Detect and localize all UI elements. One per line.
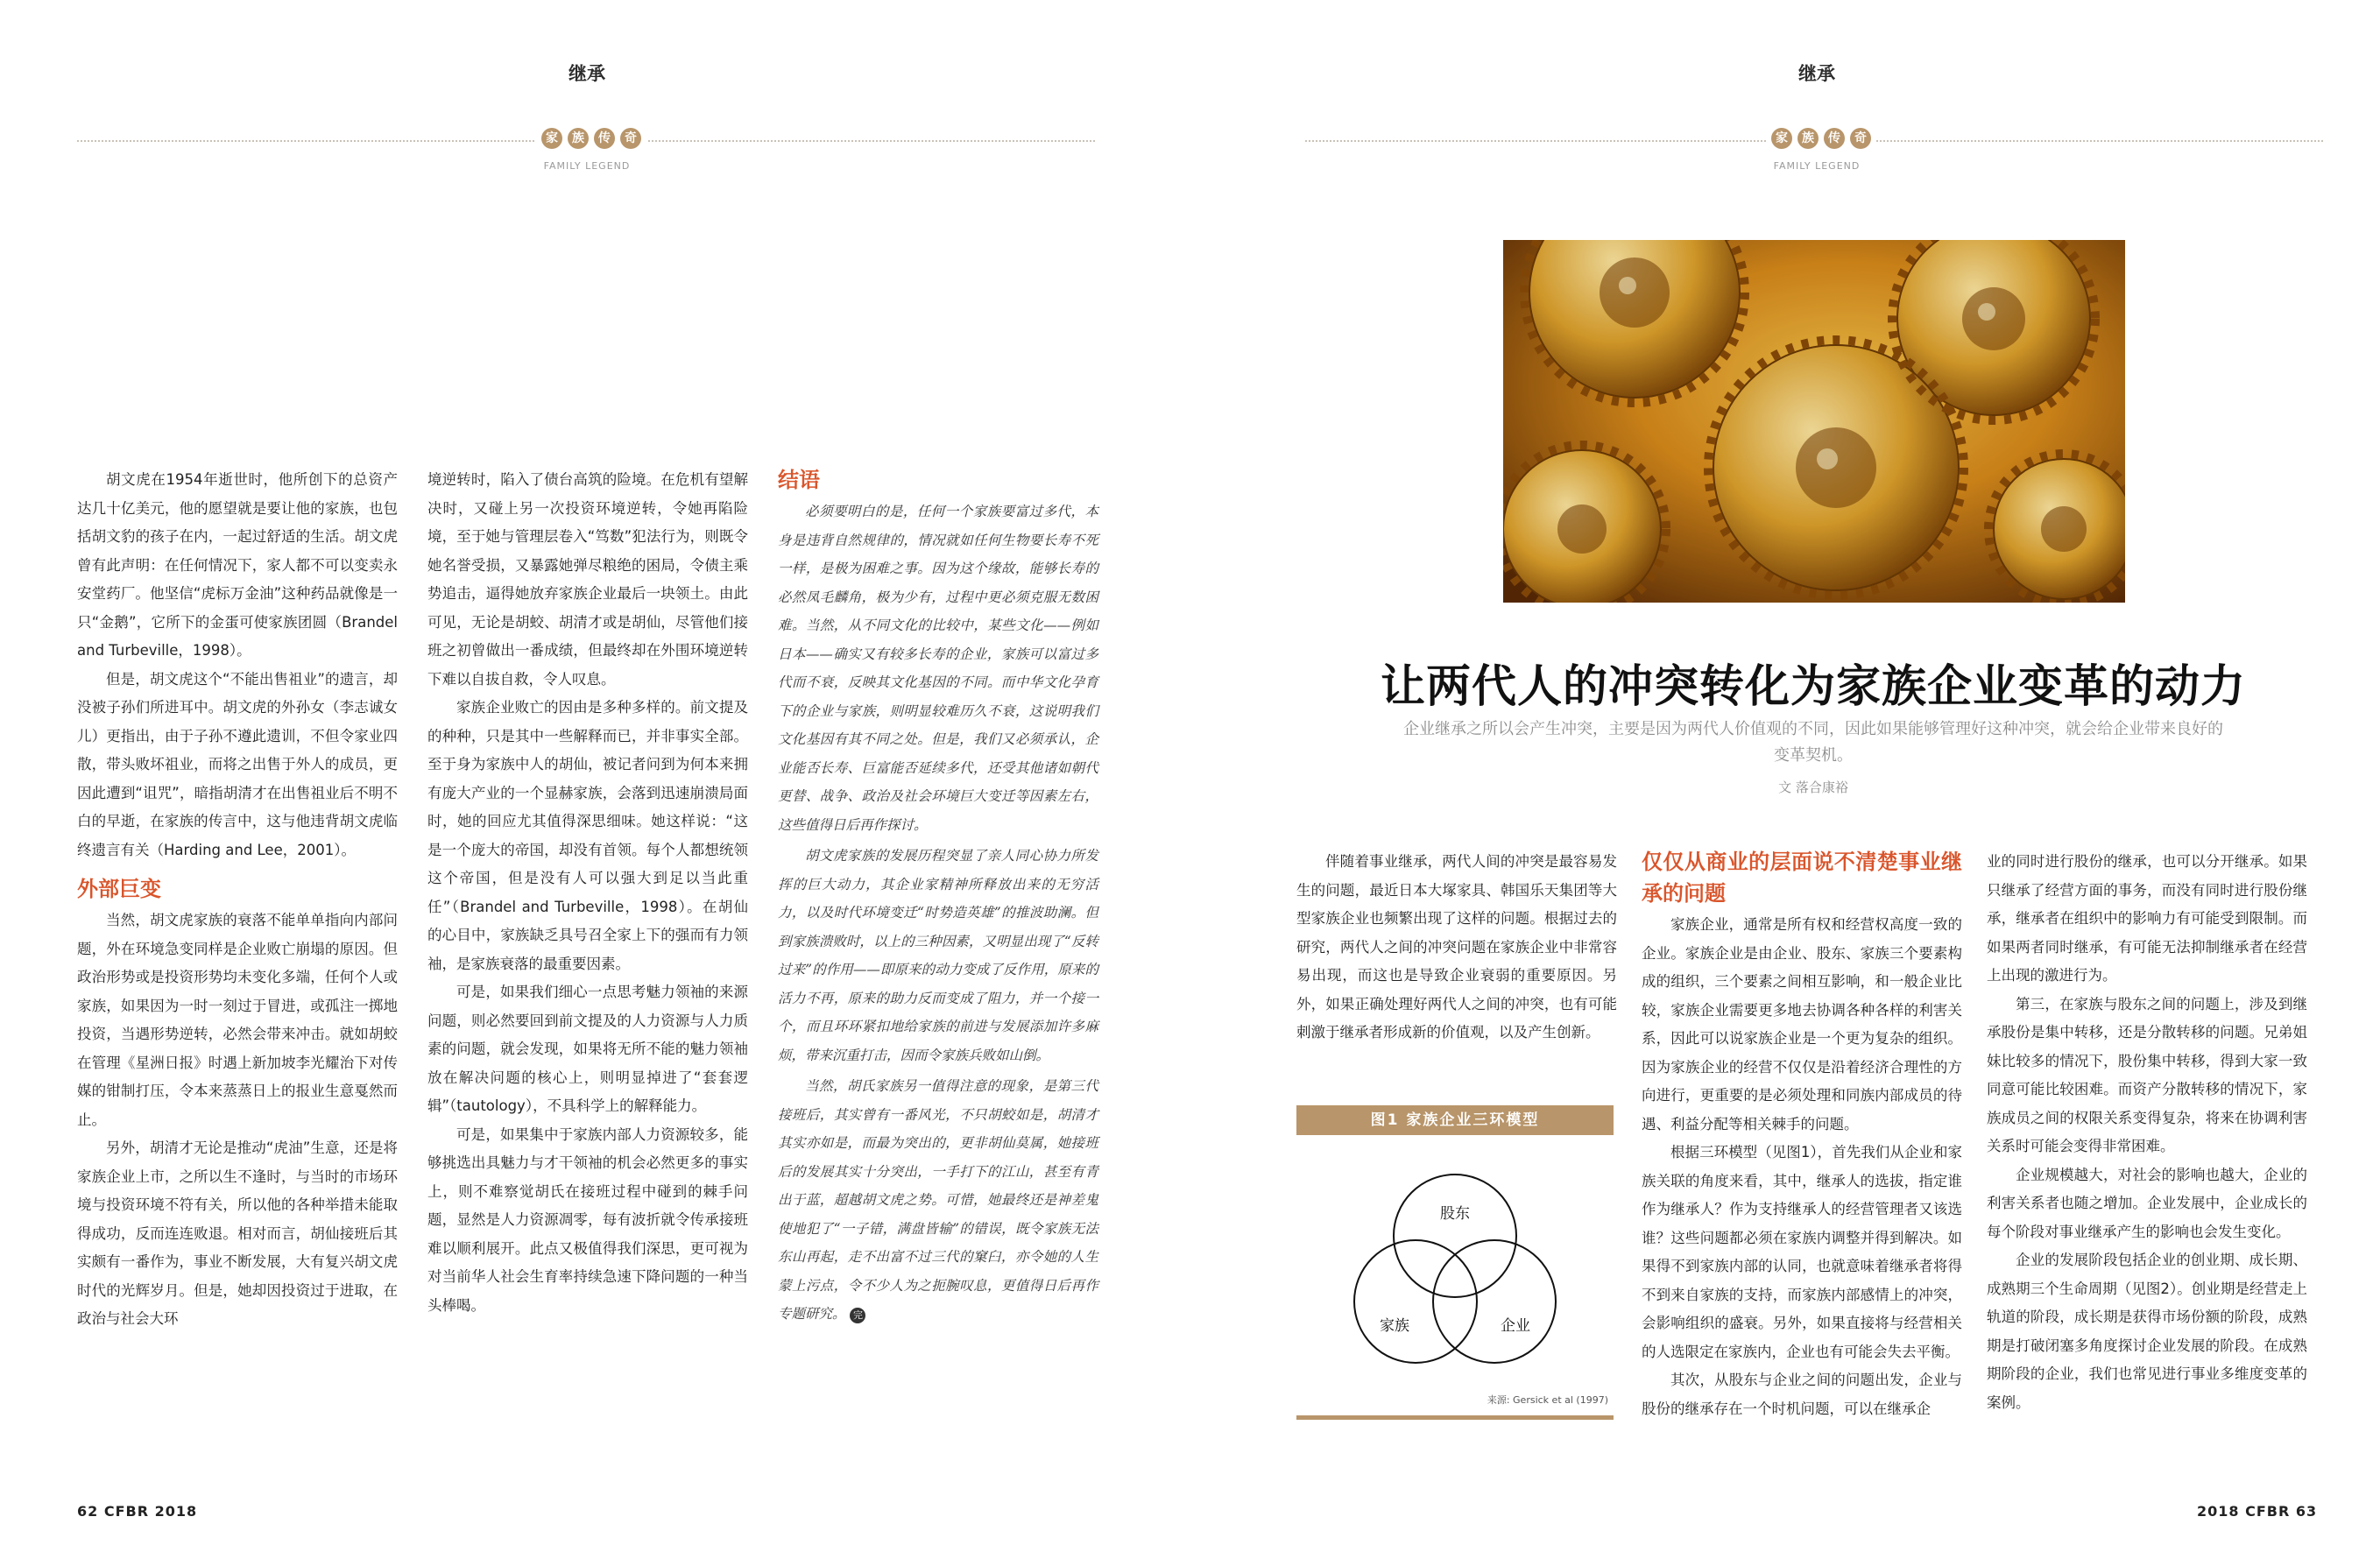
paragraph: 境逆转时，陷入了债台高筑的险境。在危机有望解决时，又碰上另一次投资环境逆转，令她再陷险境，至于她与管理层卷入“笃数”犯法行为，则既令她名誉受损，又暴露她弹尽粮绝的困局，令债主乘势追击，逼得她放弃家族企业最后一块领土。由此可见，无论是胡蛟、胡清才或是胡仙，尽管他们接班之初曾做出一番成绩，但最终却在外围环境逆转下难以自拔自救，令人叹息。 [427,471,748,688]
article-lead: 企业继承之所以会产生冲突，主要是因为两代人价值观的不同，因此如果能够管理好这种冲突，就会给企业带来良好的变革契机。 [1403,720,2223,765]
circle-shareholders [1394,1175,1516,1297]
paragraph: 可是，如果我们细心一点思考魅力领袖的来源问题，则必然要回到前文提及的人力资源与人力质素的问题，就会发现，如果将无所不能的魅力领袖放在解决问题的核心上，则明显掉进了“套套逻辑”（tautology），不具科学上的解释能力。 [427,984,748,1114]
paragraph: 其次，从股东与企业之间的问题出发，企业与股份的继承存在一个时机问题，可以在继承企 [1642,1372,1962,1417]
page-footer-right: 2018 CFBR 63 [2197,1503,2318,1520]
paragraph: 企业规模越大，对社会的影响也越大，企业的利害关系者也随之增加。企业发展中，企业成长的每个阶段对事业继承产生的影响也会发生变化。 [1987,1166,2307,1240]
paragraph: 伴随着事业继承，两代人间的冲突是最容易发生的问题，最近日本大塚家具、韩国乐天集团等大型家族企业也频繁出现了这样的问题。根据过去的研究，两代人之间的冲突问题在家族企业中非常容易出现，而这也是导致企业衰弱的重要原因。另外，如果正确处理好两代人之间的冲突，也有可能刺激于继承者形成新的价值观，以及产生创新。 [1296,853,1617,1041]
right-column-1 [1296,848,1617,1048]
gears-illustration [1503,240,2125,603]
seal-char: 传 [594,128,615,149]
seal-char: 族 [1797,128,1819,149]
figure-three-circle-model [1296,1105,1614,1426]
paragraph: 胡文虎家族的发展历程突显了亲人同心协力所发挥的巨大动力，其企业家精神所释放出来的无穷活力，以及时代环境变迁“时势造英雄”的推波助澜。但到家族溃败时，以上的三种因素，又明显出现了“反转过来”的作用——即原来的动力变成了反作用，原来的活力不再，原来的助力反而变成了阻力，并一个接一个，而且环环紧扣地给家族的前进与发展添加许多麻烦，带来沉重打击，因而令家族兵败如山倒。 [778,848,1098,1063]
paragraph: 另外，胡清才无论是推动“虎油”生意，还是将家族企业上市，之所以生不逢时，与当时的市场环境与投资环境不符有关，所以他的各种举措未能取得成功，反而连连败退。相对而言，胡仙接班后其实颇有一番作为，事业不断发展，大有复兴胡文虎时代的光辉岁月。但是，她却因投资过于进取，在政治与社会大环 [77,1139,398,1327]
left-column-2 [427,466,748,1320]
header-subtitle-left: FAMILY LEGEND [543,160,631,172]
right-column-3 [1987,848,2307,1417]
header-seal-left [536,128,646,149]
circle-label: 家族 [1380,1317,1409,1335]
end-mark-icon: 完 [850,1308,865,1323]
circle-label: 企业 [1501,1317,1530,1335]
paragraph: 根据三环模型（见图1），首先我们从企业和家族关联的角度来看，其中，继承人的选拔，指定谁作为继承人？作为支持继承人的经营管理者又该选谁？这些问题都必须在家族内调整并得到解决。如果得不到家族内部的认同，也就意味着继承者将得不到来自家族的支持，而家族内部感情上的冲突，会影响组织的盛衰。另外，如果直接将与经营相关的人选限定在家族内，企业也有可能会失去平衡。 [1642,1144,1962,1360]
section-heading: 外部巨变 [77,877,161,901]
circle-label: 股东 [1440,1205,1470,1223]
seal-char: 奇 [1850,128,1871,149]
right-column-2 [1642,846,1962,1423]
seal-char: 传 [1824,128,1845,149]
seal-char: 族 [568,128,589,149]
seal-char: 奇 [620,128,641,149]
header-subtitle-right: FAMILY LEGEND [1773,160,1861,172]
section-heading: 仅仅从商业的层面说不清楚事业继承的问题 [1642,850,1962,906]
paragraph: 家族企业，通常是所有权和经营权高度一致的企业。家族企业是由企业、股东、家族三个要素构成的组织，三个要素之间相互影响，和一般企业比较，家族企业需要更多地去协调各种各样的利害关系，因此可以说家族企业是一个更为复杂的组织。因为家族企业的经营不仅仅是沿着经济合理性的方向进行，更重要的是必须处理和同族内部成员的待遇、利益分配等相关棘手的问题。 [1642,916,1962,1132]
paragraph: 当然，胡文虎家族的衰落不能单单指向内部问题，外在环境急变同样是企业败亡崩塌的原因。但政治形势或是投资形势均未变化多端，任何个人或家族，如果因为一时一刻过于冒进，或孤注一掷地投资，当遇形势逆转，必然会带来冲击。就如胡蛟在管理《星洲日报》时遇上新加坡李光耀治下对传媒的钳制打压，令本来蒸蒸日上的报业生意戛然而止。 [77,912,398,1128]
left-column-3 [778,464,1098,1331]
circle-business [1433,1240,1556,1363]
header-title-right: 继承 [1798,62,1835,84]
seal-char: 家 [1771,128,1792,149]
circle-family [1354,1240,1477,1363]
header-title-left: 继承 [569,62,605,84]
paragraph: 第三，在家族与股东之间的问题上，涉及到继承股份是集中转移，还是分散转移的问题。兄弟姐妹比较多的情况下，股份集中转移，得到大家一致同意可能比较困难。而资产分散转移的情况下，家族成员之间的权限关系变得复杂，将来在协调利害关系时可能会变得非常困难。 [1987,995,2307,1154]
paragraph: 胡文虎在1954年逝世时，他所创下的总资产达几十亿美元，他的愿望就是要让他的家族，也包括胡文豹的孩子在内，一起过舒适的生活。胡文虎曾有此声明：在任何情况下，家人都不可以变卖永安堂药厂。他坚信“虎标万金油”这种药品就像是一只“金鹅”，它所下的金蛋可使家族团圆（Brandel and Turbeville，1998）。 [77,471,398,659]
paragraph-text: 当然，胡氏家族另一值得注意的现象，是第三代接班后，其实曾有一番风光，不只胡蛟如是，胡清才其实亦如是，而最为突出的，更非胡仙莫属，她接班后的发展其实十分突出，一手打下的江山，甚至有青出于蓝，超越胡文虎之势。可惜，她最终还是神差鬼使地犯了“一子错，满盘皆输”的错误，既令家族无法东山再起，走不出富不过三代的窠臼，亦令她的人生蒙上污点，令不少人为之扼腕叹息，更值得日后再作专题研究。 [778,1078,1098,1322]
paragraph: 企业的发展阶段包括企业的创业期、成长期、成熟期三个生命周期（见图2）。创业期是经营走上轨道的阶段，成长期是获得市场份额的阶段，成熟期是打破闭塞多角度探讨企业发展的阶段。在成熟期阶段的企业，我们也常见进行事业多维度变革的案例。 [1987,1252,2307,1411]
page-footer-left: 62 CFBR 2018 [77,1503,198,1520]
article-title: 让两代人的冲突转化为家族企业变革的动力 [1380,660,2246,713]
article-byline: 文 落合康裕 [1778,780,1848,795]
paragraph: 但是，胡文虎这个“不能出售祖业”的遗言，却没被子孙们所进耳中。胡文虎的外孙女（李志诚女儿）更指出，由于子孙不遵此遗训，不但令家业四散，带头败坏祖业，而将之出售于外人的成员，更因此遭到“诅咒”，暗指胡清才在出售祖业后不明不白的早逝，在家族的传言中，这与他违背胡文虎临终遗言有关（Harding and Lee，2001）。 [77,670,398,858]
figure-heading: 图1 家族企业三环模型 [1296,1105,1614,1135]
section-heading: 结语 [778,468,820,492]
figure-bottom-rule [1296,1415,1614,1420]
figure-source: 来源: Gersick et al (1997) [1487,1394,1608,1406]
paragraph [778,1072,1098,1329]
paragraph: 家族企业败亡的因由是多种多样的。前文提及的种种，只是其中一些解释而已，并非事实全部。至于身为家族中人的胡仙，被记者问到为何本来拥有庞大产业的一个显赫家族，会落到迅速崩溃局面时，她的回应尤其值得深思细味。她这样说：“这是一个庞大的帝国，却没有首领。每个人都想统领这个帝国，但是没有人可以强大到足以当此重任”（Brandel and Turbeville，1998）。在胡仙的心目中，家族缺乏具号召全家上下的强而有力领袖，是家族衰落的最重要因素。 [427,699,748,972]
paragraph: 可是，如果集中于家族内部人力资源较多，能够挑选出具魅力与才干领袖的机会必然更多的事实上，则不难察觉胡氏在接班过程中碰到的棘手问题，显然是人力资源凋零，每有波折就令传承接班难以顺利展开。此点又极值得我们深思，更可视为对当前华人社会生育率持续急速下降问题的一种当头棒喝。 [427,1125,748,1314]
paragraph: 必须要明白的是，任何一个家族要富过多代，本身是违背自然规律的，情况就如任何生物要长寿不死一样，是极为困难之事。因为这个缘故，能够长寿的必然凤毛麟角，极为少有，过程中更必须克服无数困难。当然，从不同文化的比较中，某些文化——例如日本——确实又有较多长寿的企业，家族可以富过多代而不衰，反映其文化基因的不同。而中华文化孕育下的企业与家族，则明显较难历久不衰，这说明我们文化基因有其不同之处。但是，我们又必须承认，企业能否长寿、巨富能否延续多代，还受其他诸如朝代更替、战争、政治及社会环境巨大变迁等因素左右，这些值得日后再作探讨。 [778,504,1098,833]
gears-photo [1503,240,2125,603]
paragraph: 业的同时进行股份的继承，也可以分开继承。如果只继承了经营方面的事务，而没有同时进行股份继承，继承者在组织中的影响力有可能受到限制。而如果两者同时继承，有可能无法抑制继承者在经营上出现的激进行为。 [1987,853,2307,984]
left-column-1 [77,466,398,1334]
closing-text [778,497,1098,1329]
header-seal-right [1766,128,1876,149]
seal-char: 家 [541,128,562,149]
venn-diagram [1296,1135,1614,1389]
